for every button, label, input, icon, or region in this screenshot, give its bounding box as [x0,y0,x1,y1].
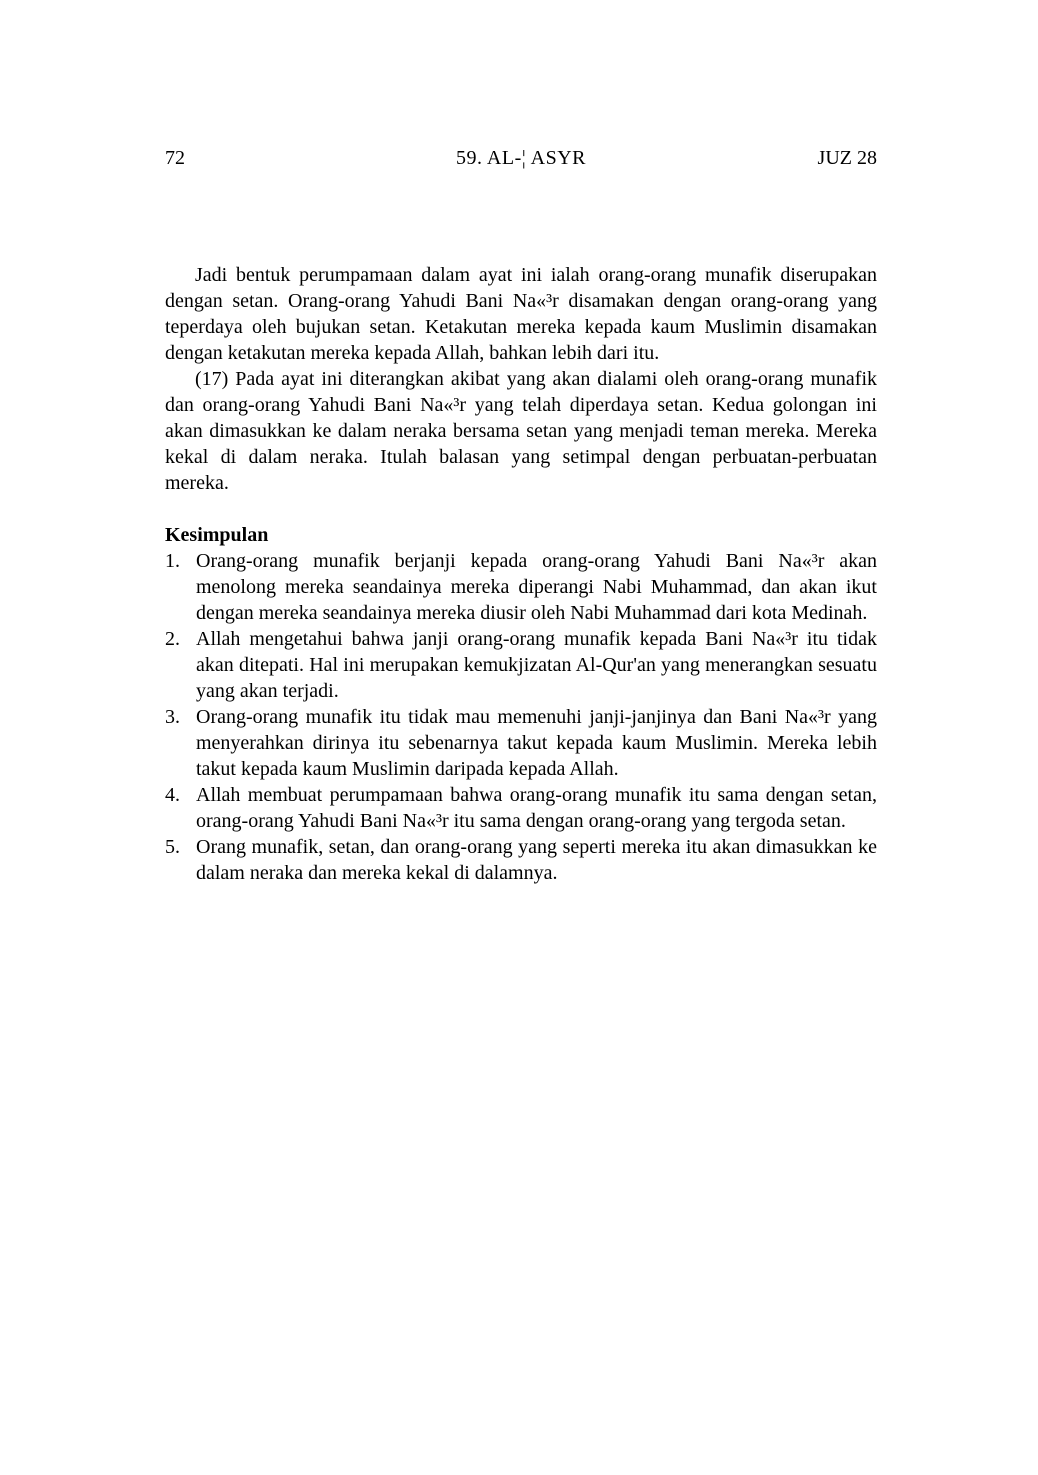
list-item-number: 5. [165,836,180,858]
list-item [165,704,877,782]
page-number: 72 [165,147,185,169]
list-item-text: Orang-orang munafik berjanji kepada orang-orang Yahudi Bani Na«³r akan menolong mereka seandainya mereka diperangi Nabi Muhammad, dan akan ikut dengan mereka seandainya mereka diusir oleh Nabi Muhammad dari kota Medinah. [196,550,877,624]
list-item-text: Orang munafik, setan, dan orang-orang yang seperti mereka itu akan dimasukkan ke dalam neraka dan mereka kekal di dalamnya. [196,836,877,884]
section-heading-kesimpulan: Kesimpulan [165,524,269,546]
list-item [165,548,877,626]
list-item-text: Allah membuat perumpamaan bahwa orang-orang munafik itu sama dengan setan, orang-orang Yahudi Bani Na«³r itu sama dengan orang-orang yang tergoda setan. [196,784,877,832]
list-item-text: Orang-orang munafik itu tidak mau memenuhi janji-janjinya dan Bani Na«³r yang menyerahkan dirinya itu sebenarnya takut kepada kaum Muslimin. Mereka lebih takut kepada kaum Muslimin daripada kepada Allah. [196,706,877,780]
list-item [165,834,877,886]
list-item-number: 2. [165,628,180,650]
list-item-text: Allah mengetahui bahwa janji orang-orang munafik kepada Bani Na«³r itu tidak akan ditepati. Hal ini merupakan kemukjizatan Al-Qur'an yang menerangkan sesuatu yang akan terjadi. [196,628,877,702]
list-item [165,626,877,704]
list-item [165,782,877,834]
page-header [165,146,877,170]
paragraph-commentary-1: Jadi bentuk perumpamaan dalam ayat ini ialah orang-orang munafik diserupakan dengan setan. Orang-orang Yahudi Bani Na«³r disamakan dengan orang-orang yang teperdaya oleh bujukan setan. Ketakutan mereka kepada kaum Muslimin disamakan dengan ketakutan mereka kepada Allah, bahkan lebih dari itu. [165,264,877,364]
list-item-number: 1. [165,550,180,572]
conclusion-list [165,548,877,886]
juz-label: JUZ 28 [817,147,877,169]
list-item-number: 4. [165,784,180,806]
paragraph-commentary-2: (17) Pada ayat ini diterangkan akibat yang akan dialami oleh orang-orang munafik dan orang-orang Yahudi Bani Na«³r yang telah diperdaya setan. Kedua golongan ini akan dimasukkan ke dalam neraka bersama setan yang menjadi teman mereka. Mereka kekal di dalam neraka. Itulah balasan yang setimpal dengan perbuatan-perbuatan mereka. [165,368,877,494]
list-item-number: 3. [165,706,180,728]
page-content [165,146,877,886]
page-body [165,262,877,886]
page-title: 59. AL-¦ ASYR [456,147,586,169]
